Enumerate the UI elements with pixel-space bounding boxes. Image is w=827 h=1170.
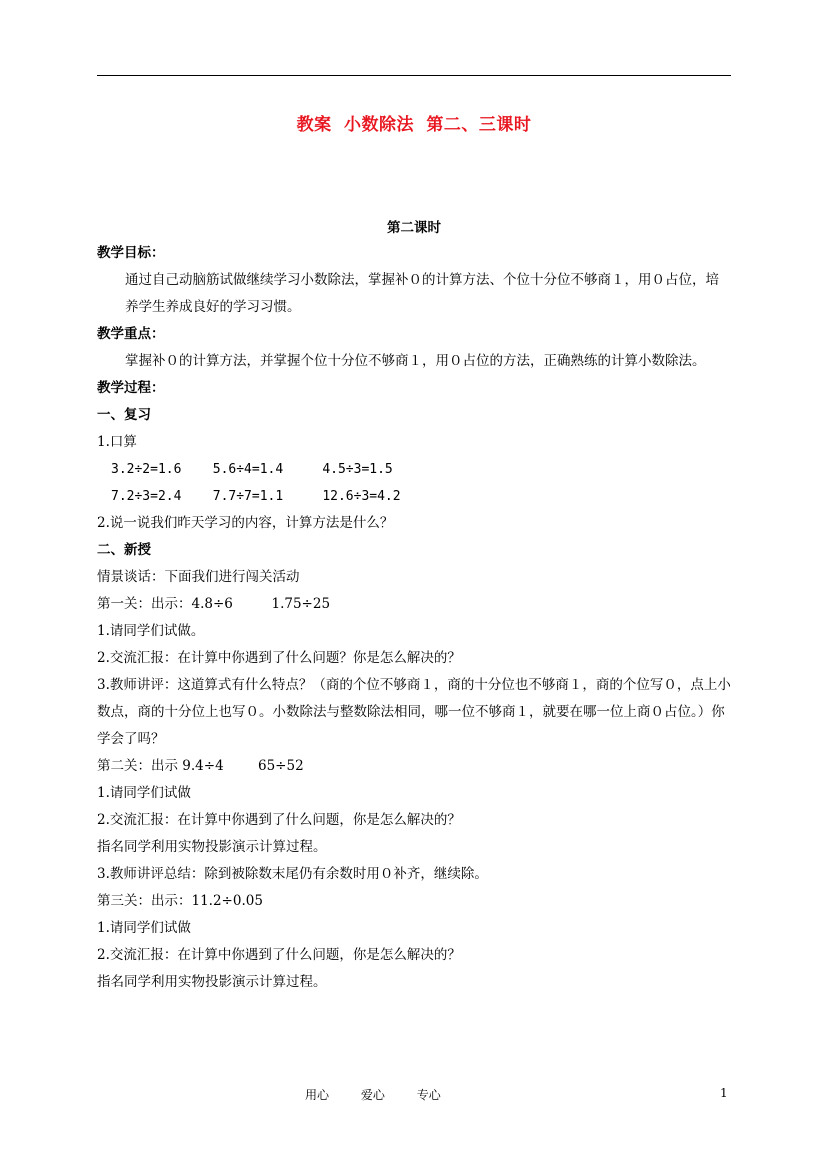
level-2-title: 第二关：出示 9.4÷4 65÷52 [97, 758, 304, 774]
section-title: 第二课时 [387, 220, 441, 236]
oral-calc-label: 1.口算 [97, 434, 137, 450]
footer-word-2: 爱心 [360, 1088, 385, 1102]
level-1-title: 第一关：出示：4.8÷6 1.75÷25 [97, 596, 331, 612]
calc-row-2: 7.2÷3=2.4 7.7÷7=1.1 12.6÷3=4.2 [111, 489, 401, 504]
title-part-2: 小数除法 [344, 115, 414, 135]
process-heading: 教学过程： [97, 380, 165, 396]
level-2-step-4: 3.教师讲评总结：除到被除数末尾仍有余数时用０补齐，继续除。 [97, 866, 488, 882]
level-2-step-1: 1.请同学们试做 [97, 785, 191, 801]
level-3-step-2: 2.交流汇报：在计算中你遇到了什么问题，你是怎么解决的？ [97, 947, 461, 963]
review-question: 2.说一说我们昨天学习的内容，计算方法是什么？ [97, 515, 394, 531]
level-3-title: 第三关：出示：11.2÷0.05 [97, 893, 263, 909]
footer-word-1: 用心 [305, 1088, 330, 1102]
goal-text: 通过自己动脑筋试做继续学习小数除法，掌握补０的计算方法、个位十分位不够商１，用０占位，培养学生养成良好的学习习惯。 [125, 272, 719, 315]
scene-text: 情景谈话：下面我们进行闯关活动 [97, 569, 300, 585]
document-title [97, 110, 731, 135]
key-heading: 教学重点： [97, 326, 165, 342]
title-part-3: 第二、三课时 [426, 115, 532, 135]
level-1-step-2: 2.交流汇报：在计算中你遇到了什么问题？你是怎么解决的？ [97, 650, 461, 666]
header-rule [97, 75, 731, 76]
level-1-step-1: 1.请同学们试做。 [97, 623, 205, 639]
new-lesson-heading: 二、新授 [97, 542, 151, 558]
review-heading: 一、复习 [97, 407, 151, 423]
document-body [97, 240, 731, 996]
page-number: 1 [720, 1086, 728, 1100]
footer-word-3: 专心 [416, 1088, 441, 1102]
calc-row-1: 3.2÷2=1.6 5.6÷4=1.4 4.5÷3=1.5 [111, 462, 393, 477]
level-3-step-1: 1.请同学们试做 [97, 920, 191, 936]
level-2-step-3: 指名同学利用实物投影演示计算过程。 [97, 839, 327, 855]
level-2-step-2: 2.交流汇报：在计算中你遇到了什么问题，你是怎么解决的？ [97, 812, 461, 828]
footer-motto [305, 1086, 469, 1103]
title-part-1: 教案 [296, 115, 332, 135]
level-1-step-3: 3.教师讲评：这道算式有什么特点？（商的个位不够商１，商的十分位也不够商１，商的个位写０，点上小数点，商的十分位上也写０。小数除法与整数除法相同，哪一位不够商１，就要在哪一位上商０占位。）你学会了吗？ [97, 677, 731, 747]
level-3-step-3: 指名同学利用实物投影演示计算过程。 [97, 974, 327, 990]
key-text: 掌握补０的计算方法，并掌握个位十分位不够商１，用０占位的方法，正确熟练的计算小数除法。 [125, 353, 706, 369]
goal-heading: 教学目标： [97, 245, 165, 261]
